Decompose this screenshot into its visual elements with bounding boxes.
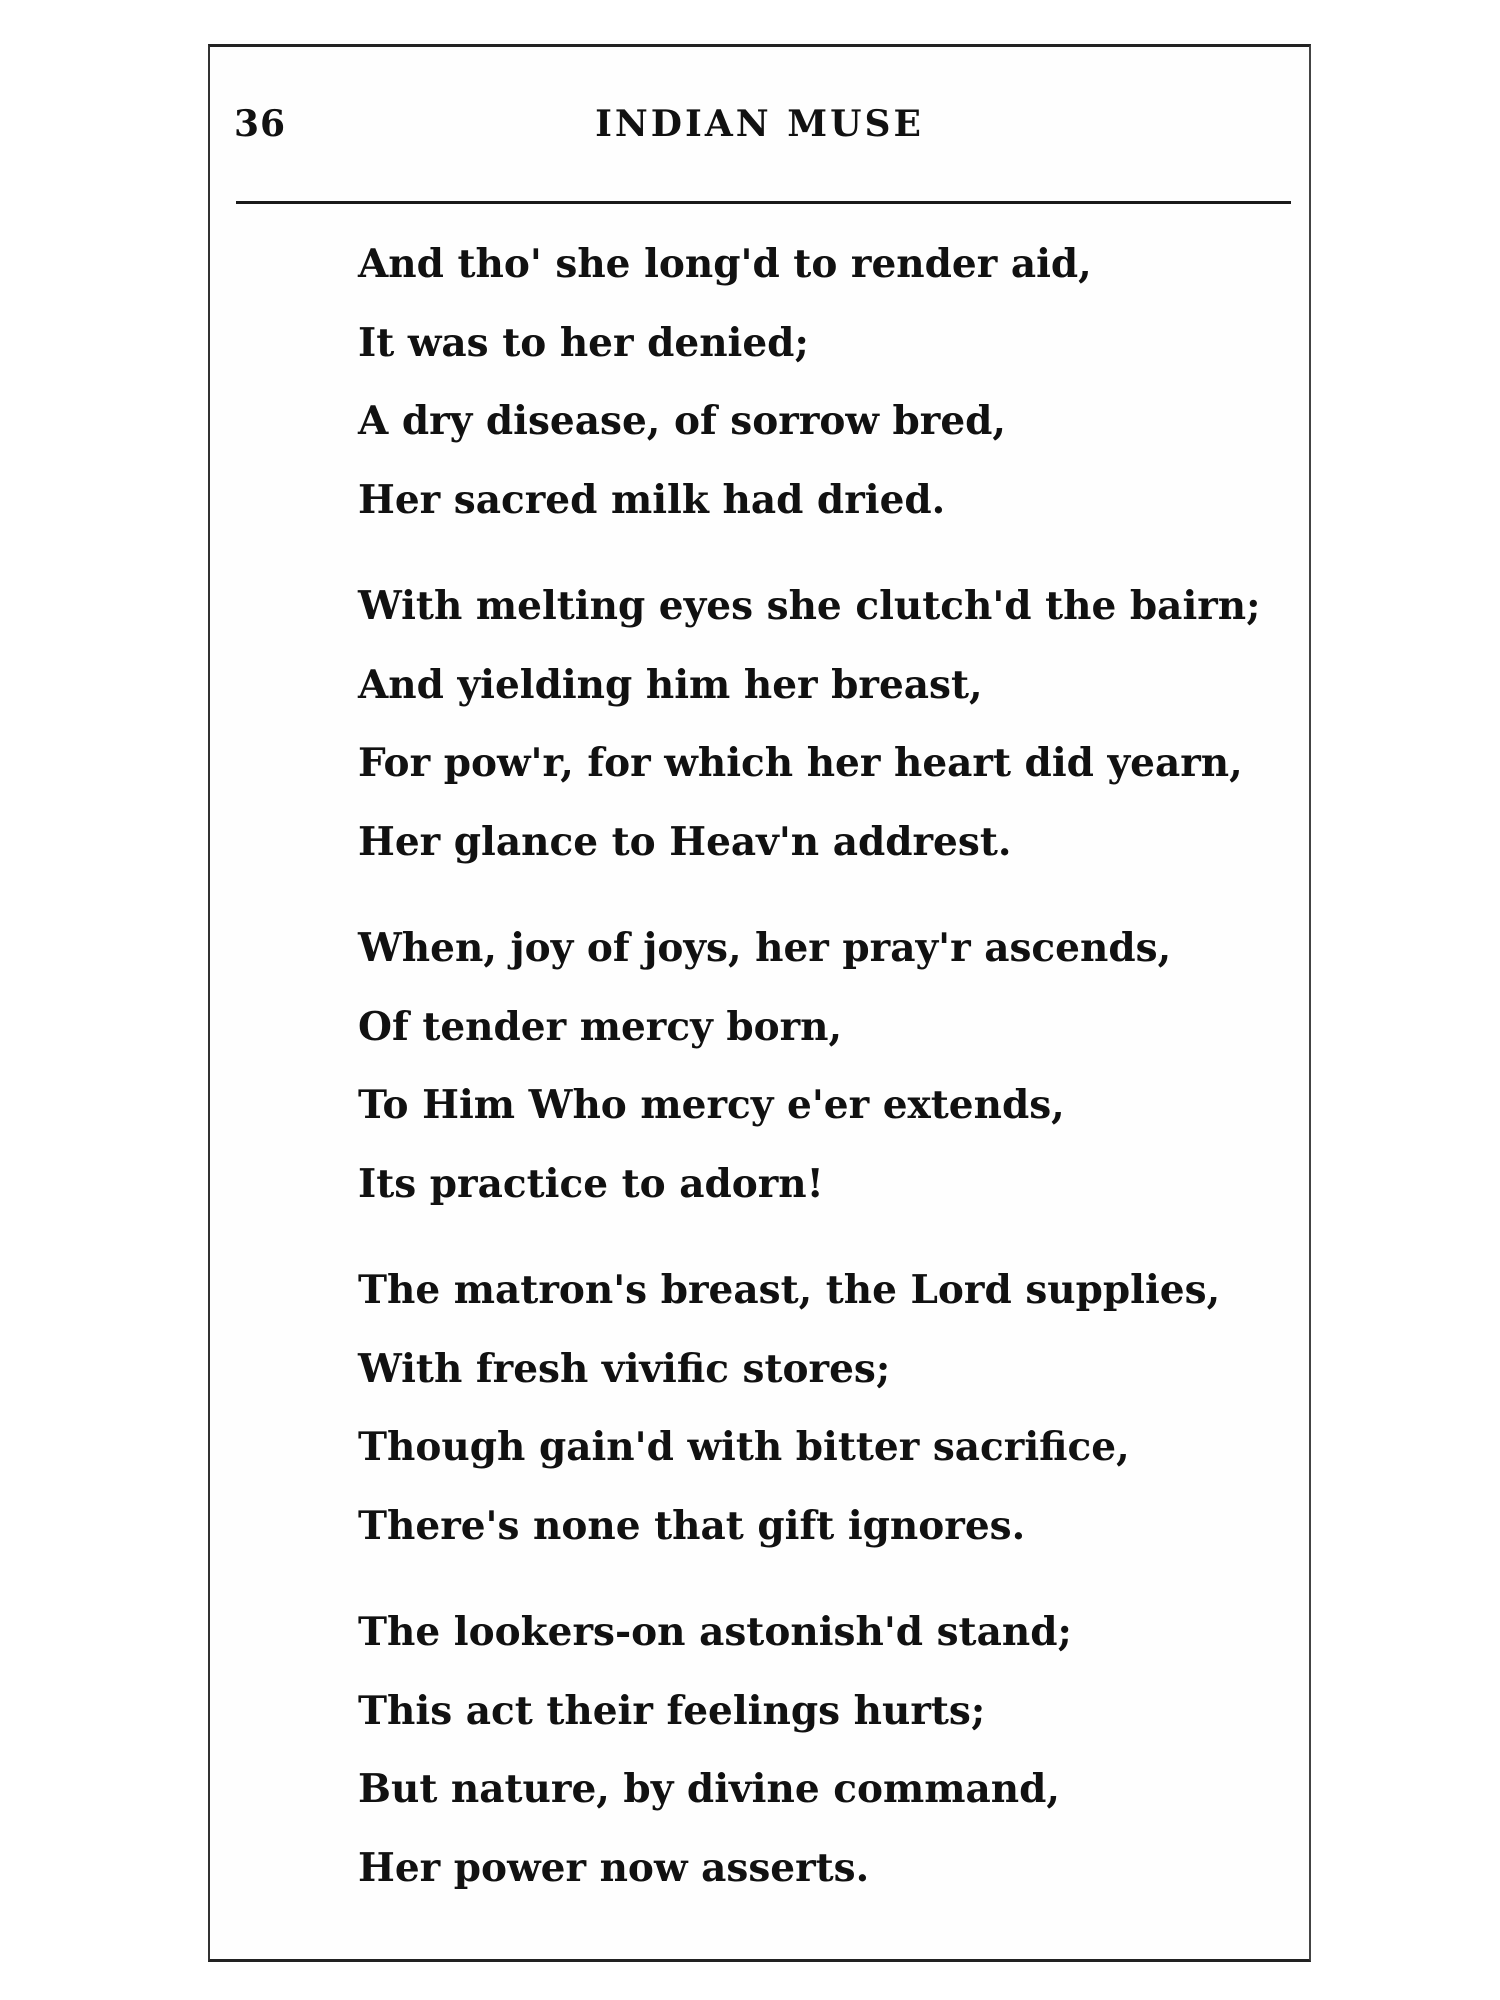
poem [358,225,1261,1935]
stanza-5 [358,1593,1258,1907]
poem-line: Of tender mercy born, [358,1003,843,1050]
poem-line: To Him Who mercy e'er extends, [358,1082,1065,1128]
poem-line: It was to her denied; [358,319,809,366]
poem-line: But nature, by divine command, [358,1766,1060,1812]
poem-line: With fresh vivific stores; [358,1345,891,1392]
poem-line: This act their feelings hurts; [358,1687,986,1734]
poem-line: And yielding him her breast, [358,661,983,708]
poem-line: Her glance to Heav'n addrest. [358,818,1012,865]
poem-line: And tho' she long'd to render aid, [358,241,1092,287]
poem-line: There's none that gift ignores. [358,1502,1026,1549]
poem-line: The matron's breast, the Lord supplies, [358,1267,1221,1313]
poem-line: Though gain'd with bitter sacrifice, [358,1424,1130,1470]
page-number: 36 [234,103,287,145]
stanza-3 [358,909,1258,1223]
running-title: INDIAN MUSE [595,103,924,145]
poem-line: The lookers-on astonish'd stand; [358,1609,1072,1655]
poem-line: When, joy of joys, her pray'r ascends, [358,925,1172,971]
stanza-2 [358,567,1261,881]
book-page [208,44,1311,1962]
page-header [210,47,1309,207]
header-rule [236,201,1291,204]
poem-line: Her sacred milk had dried. [358,476,946,523]
stanza-1 [358,225,1258,539]
poem-line: With melting eyes she clutch'd the bairn; [358,583,1261,629]
stanza-4 [358,1251,1258,1565]
poem-line: For pow'r, for which her heart did yearn, [358,740,1243,786]
poem-line: Its practice to adorn! [358,1160,824,1207]
poem-line: A dry disease, of sorrow bred, [358,398,1007,444]
poem-line: Her power now asserts. [358,1844,870,1891]
